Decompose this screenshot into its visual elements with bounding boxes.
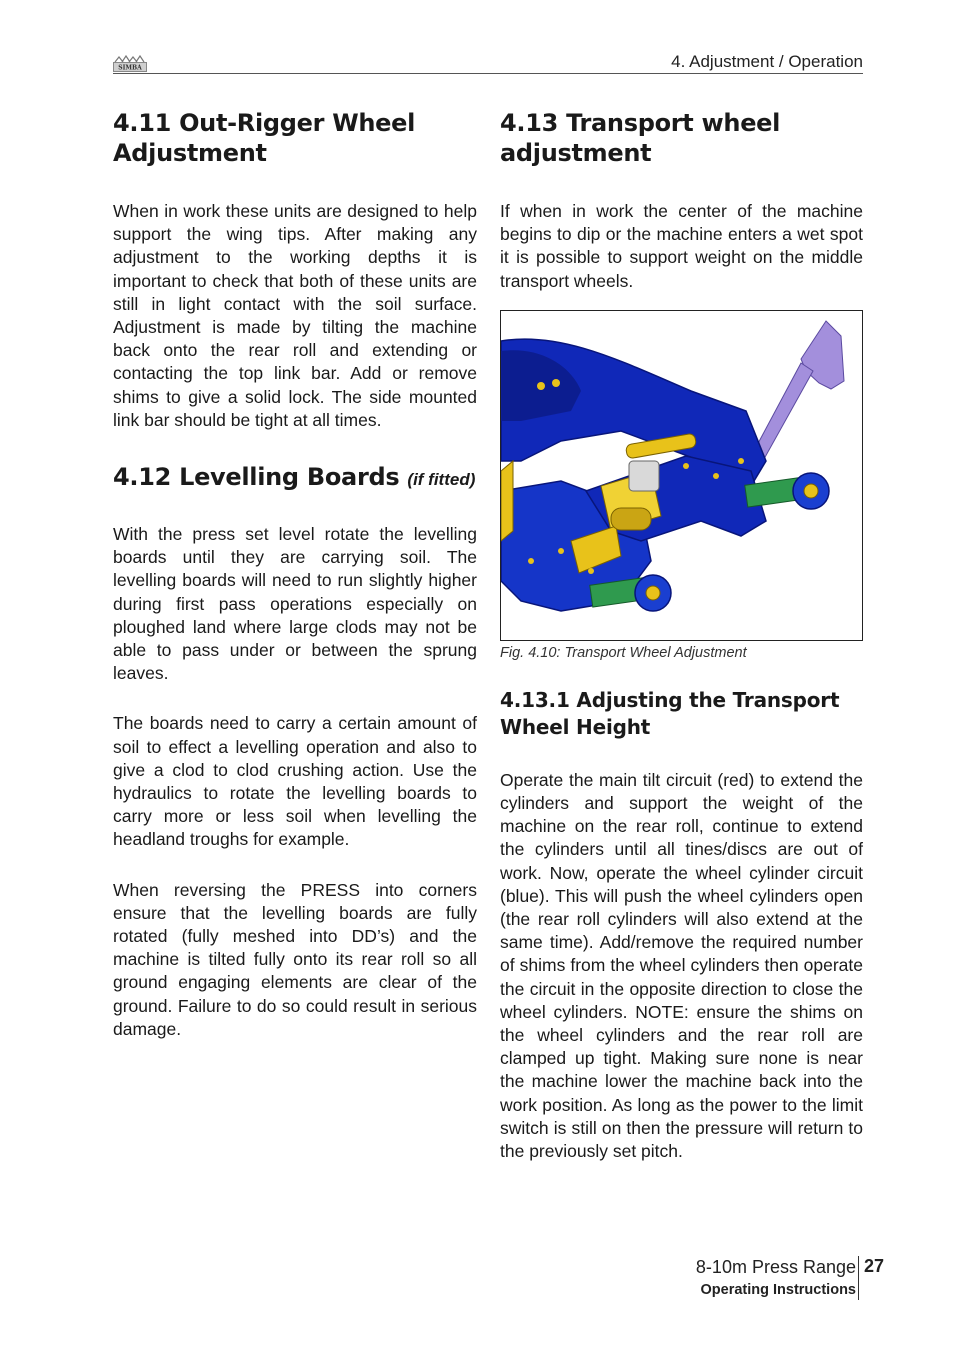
right-column: [500, 108, 863, 1163]
left-column: [113, 108, 477, 1041]
heading-4-11: 4.11 Out-Rigger Wheel Adjustment: [113, 109, 416, 167]
heading-4-12-note: (if fitted): [407, 470, 476, 490]
heading-4-12: [113, 462, 477, 495]
heading-4-12-text: 4.12 Levelling Boards: [113, 463, 400, 492]
header-rule: [113, 73, 863, 74]
figure-caption: Fig. 4.10: Transport Wheel Adjustment: [500, 644, 747, 661]
figure-transport-wheel: [500, 310, 863, 641]
footer-divider: [858, 1256, 859, 1300]
heading-4-13-1: 4.13.1 Adjusting the Transport Wheel Height: [500, 687, 840, 739]
paragraph-4-12-b: The boards need to carry a certain amount of soil to effect a levelling operation and also to give a clod to clod crushing action. Use the hydraulics to rotate the levelling boards to carry more or less soil when levelling the headland troughs for example.: [113, 713, 477, 850]
transport-wheel-illustration: [501, 311, 862, 640]
footer: [696, 1256, 856, 1302]
svg-text:SIMBA: SIMBA: [118, 64, 142, 72]
footer-subtitle: Operating Instructions: [700, 1282, 856, 1298]
paragraph-4-11: When in work these units are designed to help support the wing tips. After making any adjustment to the working depths it is important to check that both of these units are still in light contact with the soil surface. Adjustment is made by tilting the machine back onto the rear roll and extending or contacting the top link bar. Add or remove shims to give a solid lock. The side mounted link bar should be tight at all times.: [113, 201, 477, 430]
paragraph-4-13: If when in work the center of the machine begins to dip or the machine enters a wet spot it is possible to support weight on the middle transport wheels.: [500, 201, 863, 291]
section-header: 4. Adjustment / Operation: [671, 52, 863, 71]
page-number: 27: [864, 1256, 885, 1276]
simba-logo: [113, 53, 147, 73]
paragraph-4-12-c: When reversing the PRESS into corners ensure that the levelling boards are fully rotated (fully meshed into DD’s) and the machine is tilted fully onto its rear roll so all ground engaging elements are clear of the ground. Failure to do so could result in serious damage.: [113, 879, 477, 1039]
paragraph-4-12-a: With the press set level rotate the levelling boards until they are carrying soil. The levelling boards will need to run slightly higher during first pass operations especially on ploughed land where large clods may not be able to pass under or between the sprung leaves.: [113, 524, 477, 684]
heading-4-13: 4.13 Transport wheel adjustment: [500, 109, 781, 167]
footer-title: 8-10m Press Range: [695, 1257, 856, 1277]
paragraph-4-13-1: Operate the main tilt circuit (red) to extend the cylinders and support the weight of the machine on the rear roll, continue to extend the cylinders until all tines/discs are out of work. Now, operate the wheel cylinder circuit (blue). This will push the wheel cylinders open (the rear roll cylinders will also extend at the same time). Add/remove the required number of shims from the wheel cylinders then operate the circuit in the opposite direction to close the wheel cylinders. NOTE: ensure the shims on the wheel cylinders and the rear roll are clamped up tight. Making sure none is near the machine lower the machine back into the work position. As long as the power to the limit switch is still on then the pressure will return to the previously set pitch.: [500, 769, 863, 1162]
